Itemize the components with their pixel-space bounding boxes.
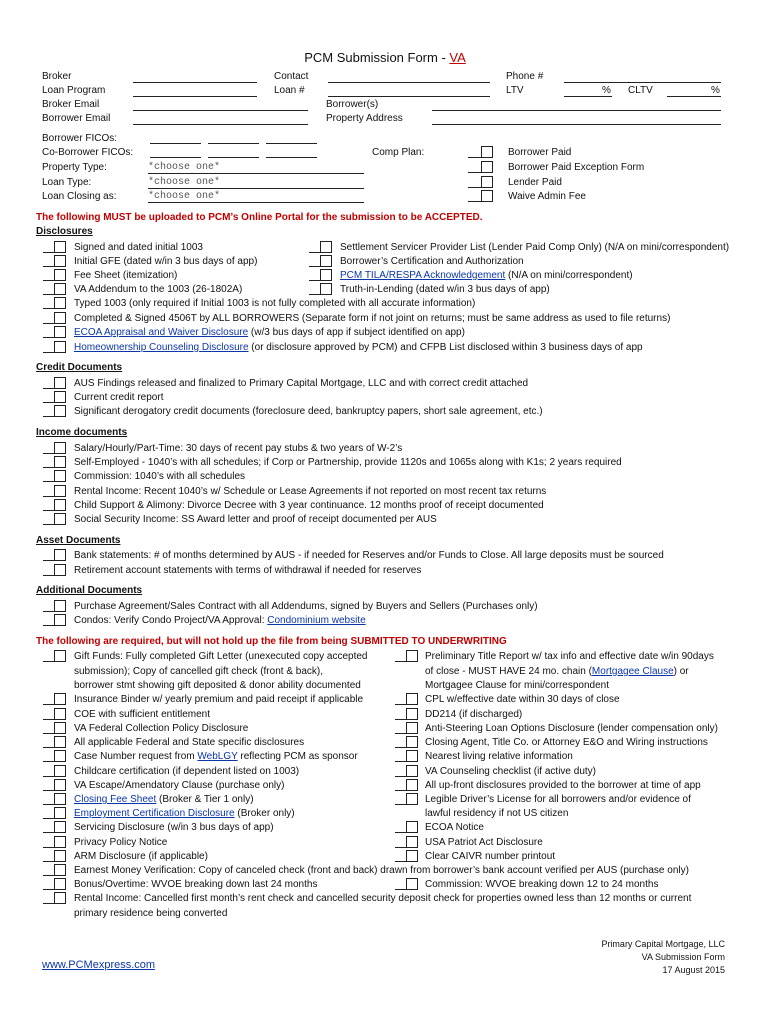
- income-checkbox[interactable]: [54, 470, 66, 482]
- required-item: VA Federal Collection Policy Disclosure: [74, 723, 249, 734]
- loan-number-label: Loan #: [274, 85, 305, 96]
- required-item: DD214 (if discharged): [425, 709, 523, 720]
- loan-type-line: [148, 188, 364, 189]
- required-item-text: reflecting PCM as sponsor: [237, 751, 358, 762]
- disclosure-checkbox[interactable]: [54, 312, 66, 324]
- credit-heading: Credit Documents: [36, 362, 123, 373]
- disclosure-item: [74, 327, 465, 339]
- loan-closing-label: Loan Closing as:: [42, 191, 117, 202]
- required-item: COE with sufficient entitlement: [74, 709, 210, 720]
- disclosure-checkbox[interactable]: [320, 255, 332, 267]
- broker-email-field[interactable]: [133, 110, 308, 111]
- loan-type-label: Loan Type:: [42, 177, 92, 188]
- property-type-select[interactable]: *choose one*: [148, 162, 221, 173]
- required-item-cont: [425, 666, 689, 678]
- waive-admin-fee-checkbox[interactable]: [481, 190, 493, 202]
- disclosure-checkbox[interactable]: [54, 241, 66, 253]
- required-checkbox[interactable]: [54, 864, 66, 876]
- required-item: VA Escape/Amendatory Clause (purchase only): [74, 780, 285, 791]
- phone-field[interactable]: [564, 82, 721, 83]
- title-va: VA: [449, 50, 466, 65]
- required-checkbox[interactable]: [54, 779, 66, 791]
- required-checkbox[interactable]: [54, 708, 66, 720]
- disclosure-checkbox[interactable]: [54, 255, 66, 267]
- income-item: Salary/Hourly/Part-Time: 30 days of recent pay stubs & two years of W-2’s: [74, 443, 403, 454]
- income-checkbox[interactable]: [54, 499, 66, 511]
- required-item: Legible Driver’s License for all borrowers and/or evidence of: [425, 794, 691, 805]
- required-item-cont: borrower stmt showing gift deposited & donor ability documented: [74, 680, 361, 691]
- required-item: Clear CAIVR number printout: [425, 851, 556, 862]
- contact-field[interactable]: [328, 82, 490, 83]
- required-checkbox[interactable]: [406, 821, 418, 833]
- loan-type-select[interactable]: *choose one*: [148, 177, 221, 188]
- broker-field[interactable]: [133, 82, 257, 83]
- required-item-text: (Broker & Tier 1 only): [156, 794, 254, 805]
- required-checkbox[interactable]: [406, 850, 418, 862]
- disclosure-checkbox[interactable]: [54, 269, 66, 281]
- required-checkbox[interactable]: [54, 836, 66, 848]
- required-checkbox[interactable]: [406, 878, 418, 890]
- required-item: Bonus/Overtime: WVOE breaking down last 24 months: [74, 879, 318, 890]
- borrower-email-field[interactable]: [133, 124, 308, 125]
- required-checkbox[interactable]: [54, 821, 66, 833]
- loan-closing-line: [148, 202, 364, 203]
- asset-item: Bank statements: # of months determined by AUS - if needed for Reserves and/or Funds to Close. All large deposits must be sourced: [74, 550, 664, 561]
- disclosure-checkbox[interactable]: [54, 341, 66, 353]
- income-item: Self-Employed - 1040’s with all schedules; if Corp or Partnership, provide 1120s and 1065s along with K1s; 2 years required: [74, 457, 622, 468]
- disclosure-checkbox[interactable]: [54, 326, 66, 338]
- condominium-website-link[interactable]: Condominium website: [267, 615, 366, 626]
- title-text: PCM Submission Form -: [304, 50, 450, 65]
- disclosure-item: Initial GFE (dated w/in 3 bus days of app): [74, 256, 258, 267]
- required-checkbox[interactable]: [54, 850, 66, 862]
- disclosure-checkbox[interactable]: [320, 269, 332, 281]
- required-item: USA Patriot Act Disclosure: [425, 837, 543, 848]
- credit-checkbox[interactable]: [54, 405, 66, 417]
- required-item-cont: lawful residency if not US citizen: [425, 808, 569, 819]
- required-checkbox[interactable]: [406, 779, 418, 791]
- disclosure-checkbox[interactable]: [54, 283, 66, 295]
- required-item: [74, 808, 295, 820]
- asset-heading: Asset Documents: [36, 535, 121, 546]
- ltv-label: LTV: [506, 85, 524, 96]
- required-checkbox[interactable]: [54, 722, 66, 734]
- credit-item: Current credit report: [74, 392, 164, 403]
- required-checkbox[interactable]: [54, 736, 66, 748]
- credit-checkbox[interactable]: [54, 377, 66, 389]
- required-checkbox[interactable]: [406, 722, 418, 734]
- property-type-label: Property Type:: [42, 162, 107, 173]
- phone-label: Phone #: [506, 71, 544, 82]
- additional-item-text: Condos: Verify Condo Project/VA Approval:: [74, 615, 268, 626]
- required-item-text: ) or: [673, 666, 689, 677]
- borrowers-field[interactable]: [432, 110, 721, 111]
- additional-item: Purchase Agreement/Sales Contract with all Addendums, signed by Buyers and Sellers (Purchases only): [74, 601, 538, 612]
- required-checkbox[interactable]: [406, 693, 418, 705]
- disclosure-item: Fee Sheet (itemization): [74, 270, 178, 281]
- weblgy-link[interactable]: WebLGY: [197, 751, 238, 762]
- required-item: [74, 751, 358, 763]
- income-item: Commission: 1040’s with all schedules: [74, 471, 246, 482]
- required-item: Gift Funds: Fully completed Gift Letter (unexecuted copy accepted: [74, 651, 368, 662]
- required-checkbox[interactable]: [406, 836, 418, 848]
- credit-item: Significant derogatory credit documents (foreclosure deed, bankruptcy papers, short sale agreement, etc.): [74, 406, 543, 417]
- disclosure-item: Borrower’s Certification and Authorization: [340, 256, 524, 267]
- lender-paid-checkbox[interactable]: [481, 176, 493, 188]
- required-item: All up-front disclosures provided to the borrower at time of app: [425, 780, 701, 791]
- waive-admin-fee-label: Waive Admin Fee: [508, 191, 586, 202]
- broker-label: Broker: [42, 71, 72, 82]
- asset-checkbox[interactable]: [54, 564, 66, 576]
- required-checkbox[interactable]: [406, 765, 418, 777]
- required-item: VA Counseling checklist (if active duty): [425, 766, 597, 777]
- disclosure-checkbox[interactable]: [54, 297, 66, 309]
- footer-form-name: VA Submission Form: [641, 952, 725, 962]
- required-item: All applicable Federal and State specific disclosures: [74, 737, 305, 748]
- additional-checkbox[interactable]: [54, 600, 66, 612]
- mortgagee-clause-link[interactable]: Mortgagee Clause: [591, 666, 674, 677]
- borrower-fico-3[interactable]: [266, 143, 317, 144]
- co-borrower-ficos-label: Co-Borrower FICOs:: [42, 147, 134, 158]
- asset-item: Retirement account statements with terms of withdrawal if needed for reserves: [74, 565, 422, 576]
- footer-company: Primary Capital Mortgage, LLC: [601, 939, 725, 949]
- required-checkbox[interactable]: [406, 736, 418, 748]
- required-checkbox[interactable]: [54, 793, 66, 805]
- required-item: CPL w/effective date within 30 days of close: [425, 694, 620, 705]
- required-item: Anti-Steering Loan Options Disclosure (lender compensation only): [425, 723, 718, 734]
- required-item-cont: submission); Copy of cancelled gift check (front & back),: [74, 666, 323, 677]
- required-item: Privacy Policy Notice: [74, 837, 168, 848]
- cltv-label: CLTV: [628, 85, 653, 96]
- disclosure-item: Settlement Servicer Provider List (Lender Paid Comp Only) (N/A on mini/correspondent): [340, 242, 730, 253]
- required-item: Earnest Money Verification: Copy of canceled check (front and back) drawn from borrower’s bank account verified per AUS (purchase only): [74, 865, 689, 876]
- required-item-text: Case Number request from: [74, 751, 198, 762]
- borrower-fico-1[interactable]: [150, 143, 201, 144]
- required-checkbox[interactable]: [54, 650, 66, 662]
- disclosure-item-text: (or disclosure approved by PCM) and CFPB List disclosed within 3 business days of app: [248, 342, 643, 353]
- income-checkbox[interactable]: [54, 485, 66, 497]
- required-item: ECOA Notice: [425, 822, 484, 833]
- pcm-tila-respa-link[interactable]: PCM TILA/RESPA Acknowledgement: [340, 270, 506, 281]
- must-upload-notice: The following MUST be uploaded to PCM’s Online Portal for the submission to be ACCEPTED.: [36, 212, 483, 223]
- disclosure-item-text: (w/3 bus days of app if subject identified on app): [248, 327, 465, 338]
- disclosure-item: VA Addendum to the 1003 (26-1802A): [74, 284, 243, 295]
- disclosure-item: Truth-in-Lending (dated w/in 3 bus days of app): [340, 284, 550, 295]
- required-item: Servicing Disclosure (w/in 3 bus days of app): [74, 822, 274, 833]
- asset-checkbox[interactable]: [54, 549, 66, 561]
- co-borrower-fico-3[interactable]: [266, 157, 317, 158]
- required-checkbox[interactable]: [54, 693, 66, 705]
- borrower-fico-2[interactable]: [208, 143, 259, 144]
- required-item-text: of close - MUST HAVE 24 mo. chain (: [425, 666, 592, 677]
- required-checkbox[interactable]: [54, 892, 66, 904]
- property-type-line: [148, 173, 364, 174]
- required-item: Rental Income: Cancelled first month’s rent check and cancelled security deposit check for properties owned less than 12 months or current: [74, 893, 692, 904]
- loan-closing-select[interactable]: *choose one*: [148, 191, 221, 202]
- property-address-label: Property Address: [326, 113, 403, 124]
- employment-certification-link[interactable]: Employment Certification Disclosure: [74, 808, 235, 819]
- disclosure-item: Signed and dated initial 1003: [74, 242, 203, 253]
- homeownership-counseling-link[interactable]: Homeownership Counseling Disclosure: [74, 342, 249, 353]
- required-notice: The following are required, but will not hold up the file from being SUBMITTED TO UNDERWRITING: [36, 636, 507, 647]
- required-checkbox[interactable]: [54, 807, 66, 819]
- disclosure-item: [74, 342, 643, 354]
- loan-program-field[interactable]: [133, 96, 257, 97]
- required-checkbox[interactable]: [406, 793, 418, 805]
- broker-email-label: Broker Email: [42, 99, 100, 110]
- required-item: [74, 794, 254, 806]
- required-item: ARM Disclosure (if applicable): [74, 851, 208, 862]
- credit-item: AUS Findings released and finalized to Primary Capital Mortgage, LLC and with correct credit attached: [74, 378, 529, 389]
- required-item: Preliminary Title Report w/ tax info and effective date w/in 90days: [425, 651, 714, 662]
- borrower-ficos-label: Borrower FICOs:: [42, 133, 118, 144]
- income-item: Social Security Income: SS Award letter and proof of receipt documented per AUS: [74, 514, 437, 525]
- disclosure-checkbox[interactable]: [320, 283, 332, 295]
- credit-checkbox[interactable]: [54, 391, 66, 403]
- required-item: Insurance Binder w/ yearly premium and paid receipt if applicable: [74, 694, 364, 705]
- cltv-percent: %: [711, 85, 720, 96]
- required-checkbox[interactable]: [54, 878, 66, 890]
- additional-item: [74, 615, 366, 627]
- disclosure-item: Completed & Signed 4506T by ALL BORROWERS (Separate form if not joint on returns; must be same address as used to file returns): [74, 313, 671, 324]
- required-item: Closing Agent, Title Co. or Attorney E&O and Wiring instructions: [425, 737, 708, 748]
- borrower-paid-label: Borrower Paid: [508, 147, 572, 158]
- income-item: Child Support & Alimony: Divorce Decree with 3 year continuance. 12 months proof of receipt documented: [74, 500, 544, 511]
- closing-fee-sheet-link[interactable]: Closing Fee Sheet: [74, 794, 157, 805]
- required-checkbox[interactable]: [406, 650, 418, 662]
- borrowers-label: Borrower(s): [326, 99, 379, 110]
- required-checkbox[interactable]: [54, 750, 66, 762]
- disclosure-item: [340, 270, 633, 282]
- ltv-percent: %: [602, 85, 611, 96]
- required-item-cont: primary residence being converted: [74, 908, 228, 919]
- required-item: Nearest living relative information: [425, 751, 573, 762]
- co-borrower-fico-2[interactable]: [208, 157, 259, 158]
- borrower-paid-checkbox[interactable]: [481, 146, 493, 158]
- comp-plan-label: Comp Plan:: [372, 147, 425, 158]
- income-checkbox[interactable]: [54, 456, 66, 468]
- required-checkbox[interactable]: [406, 750, 418, 762]
- ecoa-appraisal-link[interactable]: ECOA Appraisal and Waiver Disclosure: [74, 327, 249, 338]
- website-link[interactable]: www.PCMexpress.com: [42, 959, 156, 971]
- loan-number-field[interactable]: [328, 96, 490, 97]
- income-checkbox[interactable]: [54, 442, 66, 454]
- required-checkbox[interactable]: [406, 708, 418, 720]
- required-item-cont: Mortgagee Clause for mini/correspondent: [425, 680, 609, 691]
- disclosure-item-text: (N/A on mini/correspondent): [505, 270, 633, 281]
- required-checkbox[interactable]: [54, 765, 66, 777]
- co-borrower-fico-1[interactable]: [150, 157, 201, 158]
- borrower-email-label: Borrower Email: [42, 113, 111, 124]
- lender-paid-label: Lender Paid: [508, 177, 562, 188]
- footer-date: 17 August 2015: [662, 965, 725, 975]
- required-item-text: (Broker only): [234, 808, 295, 819]
- loan-program-label: Loan Program: [42, 85, 106, 96]
- borrower-paid-exception-checkbox[interactable]: [481, 161, 493, 173]
- required-item: Childcare certification (if dependent listed on 1003): [74, 766, 300, 777]
- additional-checkbox[interactable]: [54, 614, 66, 626]
- required-item: Commission: WVOE breaking down 12 to 24 months: [425, 879, 659, 890]
- disclosure-checkbox[interactable]: [320, 241, 332, 253]
- contact-label: Contact: [274, 71, 309, 82]
- additional-heading: Additional Documents: [36, 585, 143, 596]
- income-heading: Income documents: [36, 427, 128, 438]
- page-title: [0, 50, 770, 66]
- borrower-paid-exception-label: Borrower Paid Exception Form: [508, 162, 645, 173]
- property-address-field[interactable]: [432, 124, 721, 125]
- income-item: Rental Income: Recent 1040’s w/ Schedule or Lease Agreements if not reported on most recent tax returns: [74, 486, 547, 497]
- income-checkbox[interactable]: [54, 513, 66, 525]
- disclosure-item: Typed 1003 (only required if Initial 1003 is not fully completed with all accurate information): [74, 298, 476, 309]
- disclosures-heading: Disclosures: [36, 226, 93, 237]
